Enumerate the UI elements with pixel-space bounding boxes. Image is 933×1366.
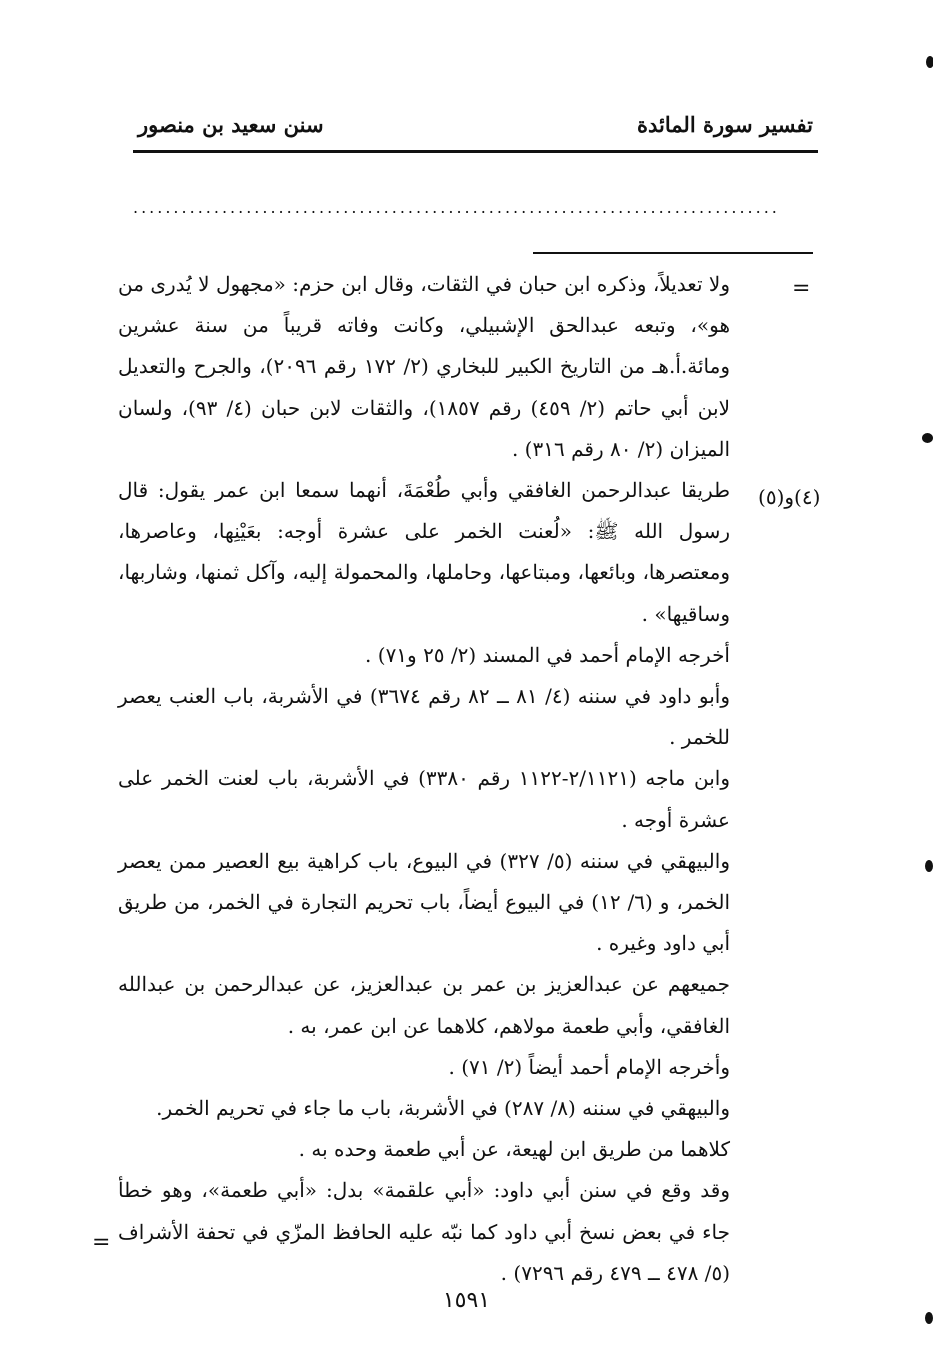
- paragraph: والبيهقي في سننه (٨/ ٢٨٧) في الأشربة، باب ما جاء في تحريم الخمر.: [156, 1096, 730, 1121]
- continuation-mark-top: =: [792, 276, 811, 301]
- continuation-mark-bottom: =: [92, 1230, 111, 1255]
- footnote-body: [118, 264, 730, 1294]
- paragraph: ولا تعديلاً، وذكره ابن حبان في الثقات، وقال ابن حزم: «مجهول لا يُدرى من هو»، وتبعه عبدالحق الإشبيلي، وكانت وفاته قريباً من سنة عشرين ومائة.أ.هـ من التاريخ الكبير للبخاري (٢/ ١٧٢ رقم ٢٠٩٦)، والجرح والتعديل لابن أبي حاتم (٢/ ٤٥٩) رقم ١٨٥٧)، والثقات لابن حبان (٤/ ٩٣)، ولسان الميزان (٢/ ٨٠ رقم ٣١٦) .: [118, 272, 730, 461]
- header-rule: [133, 150, 818, 153]
- paragraph: وأخرجه الإمام أحمد أيضاً (٢/ ٧١) .: [448, 1054, 730, 1079]
- paragraph: جميعهم عن عبدالعزيز بن عمر بن عبدالعزيز، عن عبدالرحمن بن عبدالله الغافقي، وأبي طعمة مولاهم، كلاهما عن ابن عمر، به .: [118, 972, 730, 1038]
- scan-speck: [925, 860, 933, 872]
- paragraph: وأبو داود في سننه (٤/ ٨١ ــ ٨٢ رقم ٣٦٧٤) في الأشربة، باب العنب يعصر للخمر .: [118, 684, 730, 750]
- dotted-separator: ................................................................................: [133, 198, 780, 217]
- paragraph: طريقا عبدالرحمن الغافقي وأبي طُعْمَةَ، أنهما سمعا ابن عمر يقول: قال رسول الله ﷺ: «لُعنت الخمر على عشرة أوجه: بعَيْنِها، وعاصرها، ومعتصرها، وبائعها، ومبتاعها، وحاملها، والمحمولة إليه، وآكل ثمنها، وشاربها، وساقيها» .: [118, 478, 731, 626]
- paragraph: وابن ماجه (٢/١١٢١-١١٢٢ رقم ٣٣٨٠) في الأشربة، باب لعنت الخمر على عشرة أوجه .: [118, 766, 730, 832]
- scan-speck: [926, 56, 933, 68]
- running-header-book: سنن سعيد بن منصور: [138, 112, 324, 137]
- footnote-number: (٤)و(٥): [758, 485, 821, 509]
- scan-speck: [922, 433, 933, 443]
- paragraph: أخرجه الإمام أحمد في المسند (٢/ ٢٥ و٧١) .: [365, 642, 730, 667]
- paragraph: والبيهقي في سننه (٥/ ٣٢٧) في البيوع، باب كراهية بيع العصير ممن يعصر الخمر، و (٦/ ١٢) في البيوع أيضاً، باب تحريم التجارة في الخمر، من طريق أبي داود وغيره .: [118, 848, 730, 956]
- scan-speck: [925, 1312, 933, 1324]
- paragraph: وقد وقع في سنن أبي داود: «أبي علقمة» بدل: «أبي طعمة»، وهو خطأ جاء في بعض نسخ أبي داود كما نبّه عليه الحافظ المزّي في تحفة الأشراف (٥/ ٤٧٨ ــ ٤٧٩ رقم ٧٢٩٦) .: [118, 1178, 730, 1285]
- running-header-chapter: تفسير سورة المائدة: [637, 112, 813, 137]
- page-number: ١٥٩١: [442, 1288, 491, 1313]
- footnote-rule: [533, 252, 813, 254]
- paragraph: كلاهما من طريق ابن لهيعة، عن أبي طعمة وحده به .: [298, 1137, 730, 1162]
